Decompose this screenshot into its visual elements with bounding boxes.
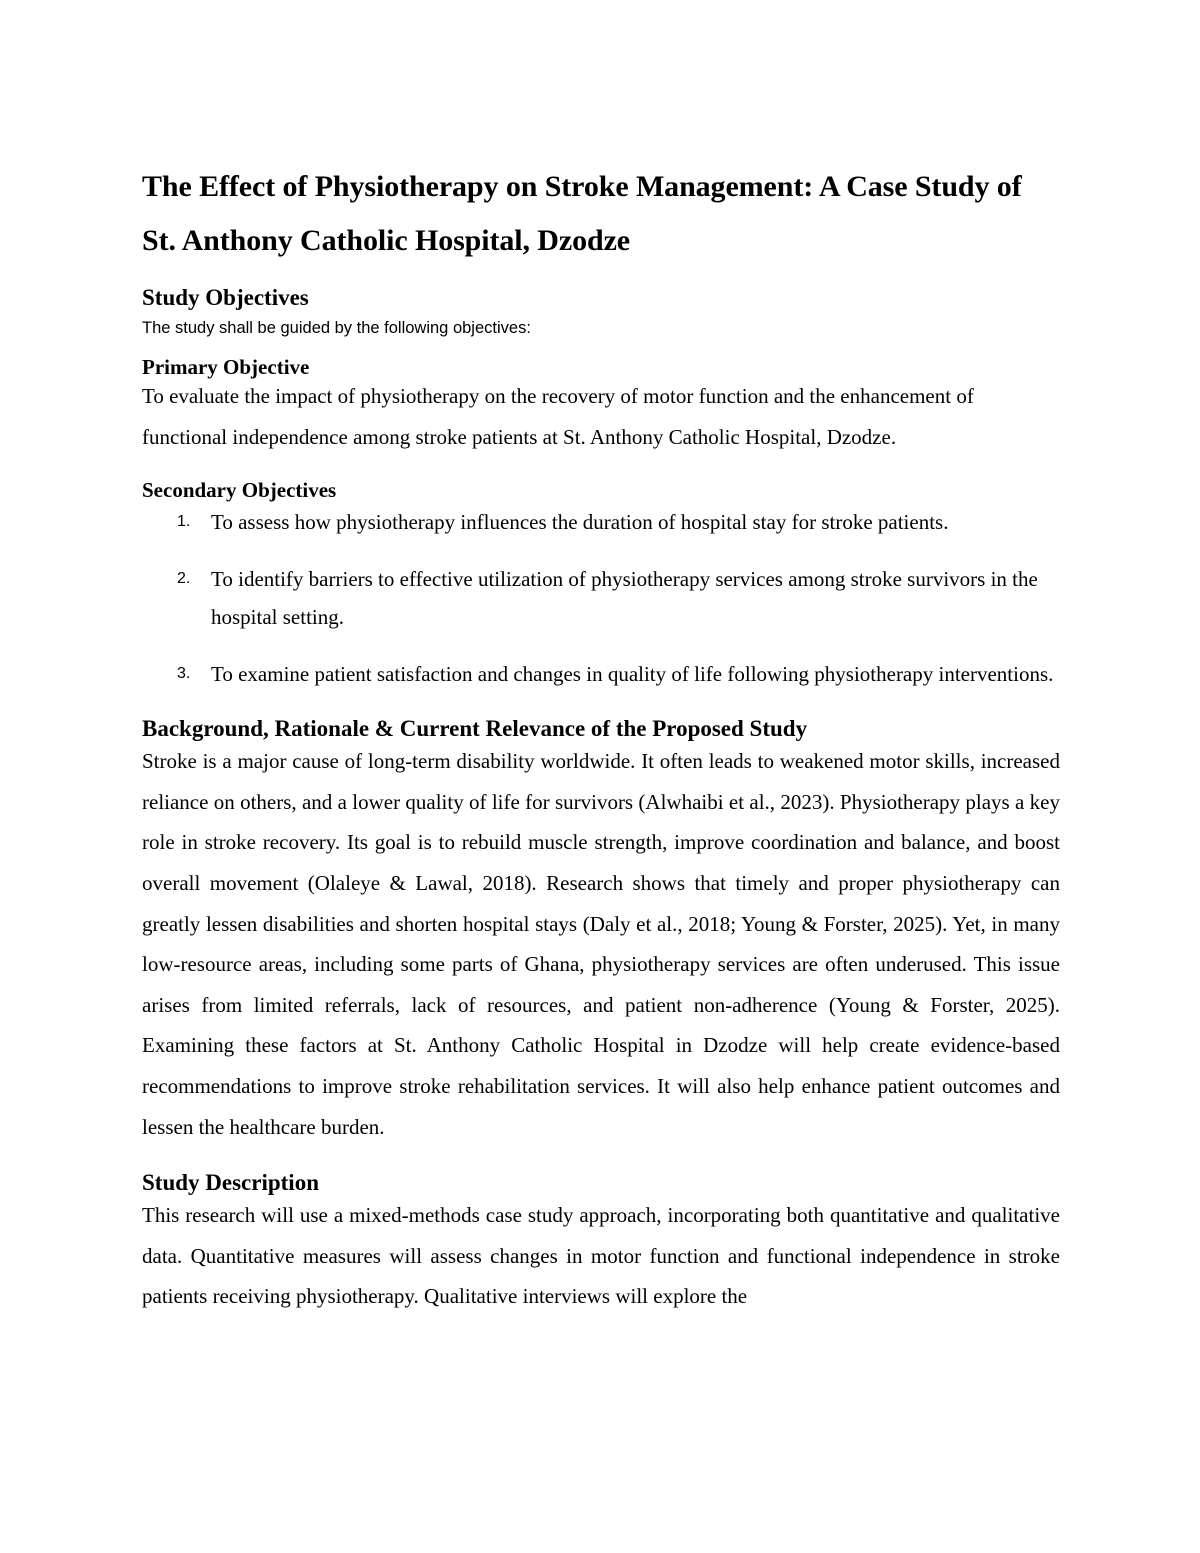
list-item-text: To assess how physiotherapy influences the duration of hospital stay for stroke patients.	[211, 510, 949, 535]
document-title: The Effect of Physiotherapy on Stroke Management: A Case Study of St. Anthony Catholic Hospital, Dzodze	[142, 170, 1022, 257]
list-item-number: 1.	[177, 513, 191, 531]
primary-objective-heading: Primary Objective	[142, 355, 310, 379]
secondary-objectives-list	[142, 503, 1060, 693]
list-item-text: To examine patient satisfaction and changes in quality of life following physiotherapy interventions.	[211, 661, 1054, 686]
study-description-heading: Study Description	[142, 1170, 319, 1196]
document-body	[142, 160, 1060, 1317]
list-item-text: To identify barriers to effective utilization of physiotherapy services among stroke survivors in the hospital setting.	[211, 566, 1038, 630]
background-text: Stroke is a major cause of long-term disability worldwide. It often leads to weakened motor skills, increased reliance on others, and a lower quality of life for survivors (Alwhaibi et al., 2023). Physiotherapy plays a key role in stroke recovery. Its goal is to rebuild muscle strength, improve coordination and balance, and boost overall movement (Olaleye & Lawal, 2018). Research shows that timely and proper physiotherapy can greatly lessen disabilities and shorten hospital stays (Daly et al., 2018; Young & Forster, 2025). Yet, in many low-resource areas, including some parts of Ghana, physiotherapy services are often underused. This issue arises from limited referrals, lack of resources, and patient non-adherence (Young & Forster, 2025). Examining these factors at St. Anthony Catholic Hospital in Dzodze will help create evidence-based recommendations to improve stroke rehabilitation services. It will also help enhance patient outcomes and lessen the healthcare burden.	[142, 749, 1060, 1139]
secondary-objectives-heading: Secondary Objectives	[142, 478, 337, 503]
study-objectives-heading: Study Objectives	[142, 285, 309, 310]
list-item-number: 2.	[177, 569, 191, 587]
background-heading: Background, Rationale & Current Relevance of the Proposed Study	[142, 716, 808, 742]
list-item	[142, 655, 1060, 694]
list-item	[142, 503, 1060, 542]
primary-objective-text: To evaluate the impact of physiotherapy on the recovery of motor function and the enhancement of functional independence among stroke patients at St. Anthony Catholic Hospital, Dzodze.	[142, 384, 974, 449]
study-objectives-intro: The study shall be guided by the following objectives:	[142, 319, 531, 337]
list-item-number: 3.	[177, 664, 191, 682]
study-description-text: This research will use a mixed-methods case study approach, incorporating both quantitative and qualitative data. Quantitative measures will assess changes in motor function and functional independence in stroke patients receiving physiotherapy. Qualitative interviews will explore the	[142, 1203, 1060, 1309]
list-item	[142, 560, 1060, 637]
